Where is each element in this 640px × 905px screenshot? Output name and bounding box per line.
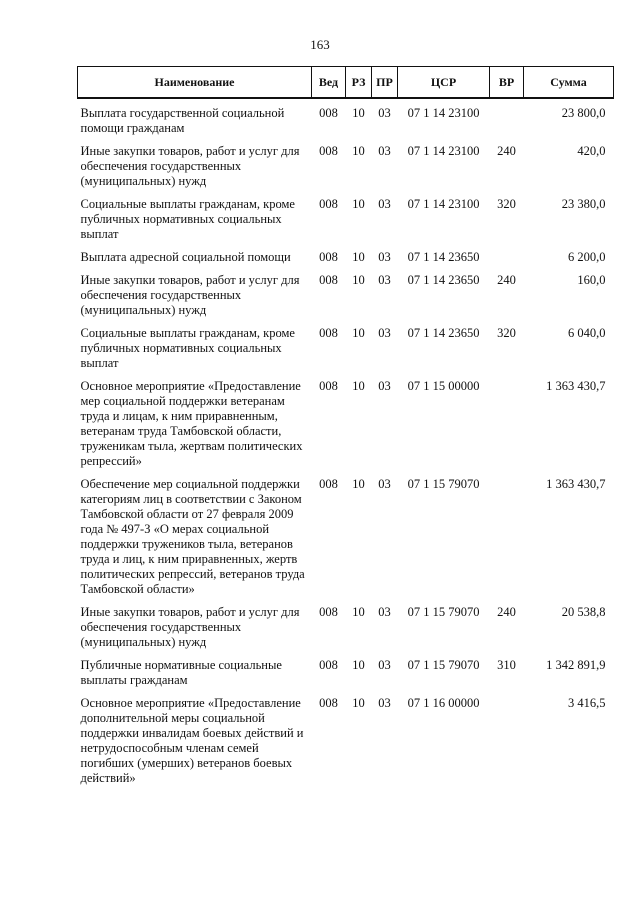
cell-name: Социальные выплаты гражданам, кроме публичных нормативных социальных выплат [80, 197, 295, 241]
cell-pr: 03 [378, 605, 391, 619]
page-number: 163 [310, 37, 330, 52]
cell-name: Публичные нормативные социальные выплаты гражданам [80, 658, 282, 687]
cell-csr: 07 1 16 00000 [407, 696, 480, 710]
cell-vr: 310 [497, 658, 516, 672]
cell-csr: 07 1 14 23100 [407, 106, 480, 120]
header-sum: Сумма [524, 67, 614, 99]
cell-rz: 10 [352, 273, 365, 287]
cell-pr: 03 [378, 696, 391, 710]
cell-vr: 320 [497, 197, 516, 211]
cell-vr: 320 [497, 326, 516, 340]
table-row [78, 144, 614, 197]
cell-ved: 008 [319, 273, 338, 287]
cell-pr: 03 [378, 658, 391, 672]
table-row [78, 98, 614, 144]
cell-sum: 1 342 891,9 [546, 658, 606, 672]
cell-csr: 07 1 14 23650 [407, 326, 480, 340]
cell-vr [490, 379, 524, 477]
cell-rz: 10 [352, 326, 365, 340]
header-csr: ЦСР [398, 67, 490, 99]
cell-name: Социальные выплаты гражданам, кроме публичных нормативных социальных выплат [80, 326, 295, 370]
cell-csr: 07 1 15 79070 [407, 605, 480, 619]
cell-pr: 03 [378, 273, 391, 287]
cell-vr [490, 477, 524, 605]
cell-name: Иные закупки товаров, работ и услуг для обеспечения государственных (муниципальных) нужд [80, 605, 300, 649]
cell-rz: 10 [352, 106, 365, 120]
table-row [78, 658, 614, 696]
budget-table [77, 66, 614, 794]
cell-rz: 10 [352, 658, 365, 672]
table-header [78, 67, 614, 99]
header-row [78, 67, 614, 99]
header-ved: Вед [312, 67, 346, 99]
cell-name: Основное мероприятие «Предоставление дополнительной меры социальной поддержки инвалидам боевых действий и нетрудоспособным членам семей погибших (умерших) ветеранов боевых действий» [80, 696, 304, 785]
header-name: Наименование [78, 67, 312, 99]
cell-name: Иные закупки товаров, работ и услуг для обеспечения государственных (муниципальных) нужд [80, 273, 300, 317]
cell-rz: 10 [352, 250, 365, 264]
table-row [78, 379, 614, 477]
cell-sum: 1 363 430,7 [546, 477, 606, 491]
cell-pr: 03 [378, 106, 391, 120]
cell-ved: 008 [319, 197, 338, 211]
cell-vr: 240 [497, 273, 516, 287]
table-row [78, 273, 614, 326]
cell-csr: 07 1 14 23100 [407, 144, 480, 158]
table-row [78, 696, 614, 794]
table-row [78, 477, 614, 605]
cell-pr: 03 [378, 250, 391, 264]
cell-name: Иные закупки товаров, работ и услуг для обеспечения государственных (муниципальных) нужд [80, 144, 300, 188]
cell-pr: 03 [378, 197, 391, 211]
cell-csr: 07 1 14 23100 [407, 197, 480, 211]
cell-ved: 008 [319, 144, 338, 158]
cell-vr: 240 [497, 605, 516, 619]
cell-ved: 008 [319, 106, 338, 120]
cell-vr [490, 250, 524, 273]
table-row [78, 197, 614, 250]
cell-vr [490, 696, 524, 794]
cell-rz: 10 [352, 605, 365, 619]
cell-sum: 20 538,8 [561, 605, 606, 619]
cell-ved: 008 [319, 658, 338, 672]
cell-sum: 23 800,0 [561, 106, 606, 120]
cell-ved: 008 [319, 605, 338, 619]
cell-rz: 10 [352, 197, 365, 211]
cell-sum: 3 416,5 [568, 696, 606, 710]
cell-sum: 6 040,0 [568, 326, 606, 340]
cell-name: Основное мероприятие «Предоставление мер социальной поддержки ветеранам труда и лицам, к ним приравненным, ветеранам труда Тамбовской области, труженикам тыла, жертвам политических репрессий» [80, 379, 303, 468]
cell-name: Выплата адресной социальной помощи [80, 250, 291, 264]
cell-ved: 008 [319, 477, 338, 491]
cell-sum: 160,0 [577, 273, 606, 287]
cell-ved: 008 [319, 250, 338, 264]
cell-name: Обеспечение мер социальной поддержки категориям лиц в соответствии с Законом Тамбовской области от 27 февраля 2009 года № 497-З «О мерах социальной поддержки тружеников тыла, ветеранов труда и лиц, к ним приравненных, жертв политических репрессий, ветеранов труда Тамбовской области» [80, 477, 305, 596]
cell-sum: 6 200,0 [568, 250, 606, 264]
cell-pr: 03 [378, 477, 391, 491]
header-pr: ПР [372, 67, 398, 99]
cell-sum: 23 380,0 [561, 197, 606, 211]
cell-sum: 420,0 [577, 144, 606, 158]
cell-csr: 07 1 15 79070 [407, 658, 480, 672]
cell-rz: 10 [352, 144, 365, 158]
table-row [78, 326, 614, 379]
table-row [78, 605, 614, 658]
header-rz: РЗ [346, 67, 372, 99]
cell-ved: 008 [319, 696, 338, 710]
cell-ved: 008 [319, 326, 338, 340]
cell-vr: 240 [497, 144, 516, 158]
cell-csr: 07 1 14 23650 [407, 273, 480, 287]
budget-table-container [77, 66, 613, 794]
cell-ved: 008 [319, 379, 338, 393]
table-row [78, 250, 614, 273]
cell-rz: 10 [352, 696, 365, 710]
cell-pr: 03 [378, 379, 391, 393]
cell-pr: 03 [378, 144, 391, 158]
cell-rz: 10 [352, 379, 365, 393]
cell-name: Выплата государственной социальной помощи гражданам [80, 106, 285, 135]
cell-csr: 07 1 14 23650 [407, 250, 480, 264]
cell-pr: 03 [378, 326, 391, 340]
cell-rz: 10 [352, 477, 365, 491]
header-vr: ВР [490, 67, 524, 99]
cell-vr [490, 98, 524, 144]
cell-csr: 07 1 15 79070 [407, 477, 480, 491]
cell-sum: 1 363 430,7 [546, 379, 606, 393]
table-body [78, 98, 614, 794]
cell-csr: 07 1 15 00000 [407, 379, 480, 393]
